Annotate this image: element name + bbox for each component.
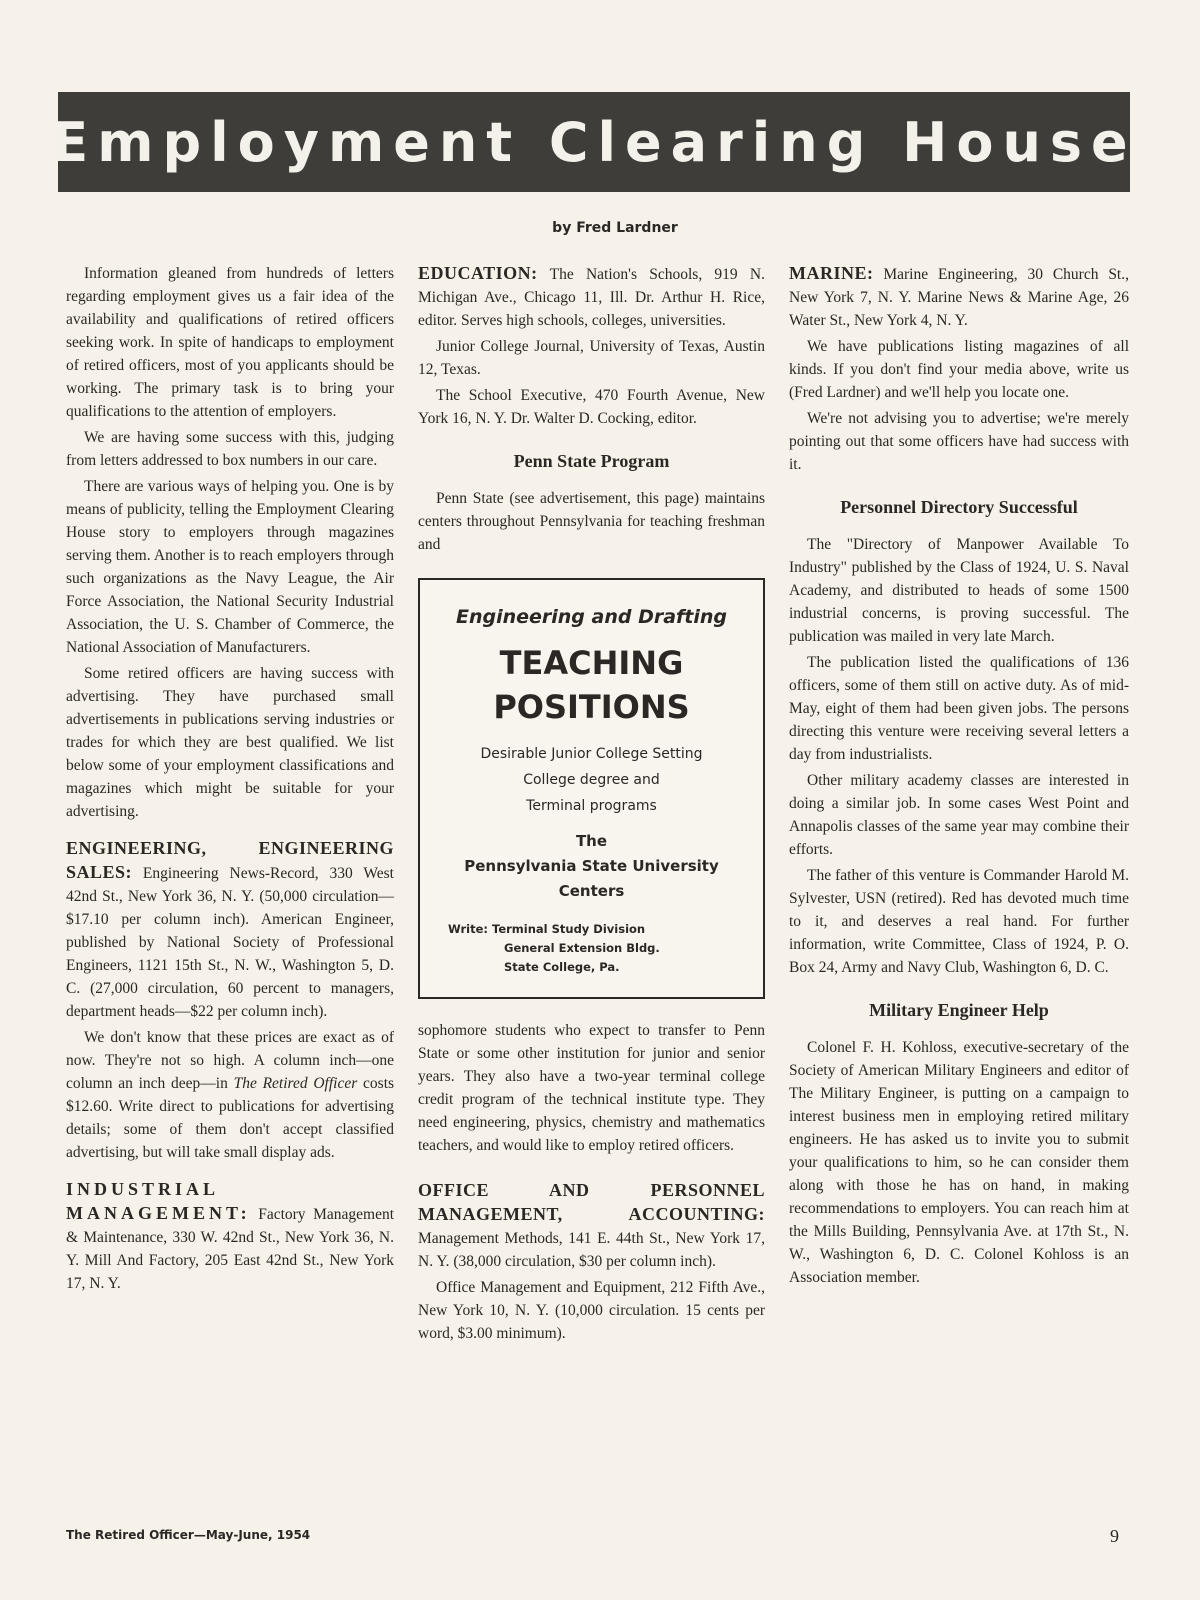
- ad-university-line: Centers: [558, 882, 625, 900]
- paragraph: Information gleaned from hundreds of letters regarding employment gives us a fair idea of the availability and qualifications of retired officers seeking work. In spite of handicaps to employment of retired officers, most of you applicants should be working. The primary task is to bring your qualifications to the attention of employers.: [66, 265, 394, 420]
- ad-line: College degree and: [523, 772, 660, 788]
- section-text: Management Methods, 141 E. 44th St., New York 17, N. Y. (38,000 circulation, $30 per column inch).: [418, 1230, 765, 1270]
- ad-university-line: Pennsylvania State University: [464, 857, 719, 875]
- ad-contact: [448, 920, 753, 977]
- section-text: Marine Engineering, 30 Church St., New York 7, N. Y. Marine News & Marine Age, 26 Water St., New York 4, N. Y.: [789, 266, 1129, 329]
- section-text: Engineering News-Record, 330 West 42nd St., New York 36, N. Y. (50,000 circulation—$17.10 per column inch). American Engineer, published by National Society of Professional Engineers, 1121 15th St., N. W., Washington 5, D. C. (27,000 circulation, 60 percent to managers, department heads—$22 per column inch).: [66, 865, 394, 1020]
- section-heading: EDUCATION:: [418, 263, 538, 283]
- ad-university: [430, 829, 753, 904]
- paragraph: The "Directory of Manpower Available To Industry" published by the Class of 1924, U. S. Naval Academy, and distributed to heads of some 1500 industrial concerns, is proving successful. The publication was mailed in very late March.: [789, 536, 1129, 645]
- paragraph: The School Executive, 470 Fourth Avenue, New York 16, N. Y. Dr. Walter D. Cocking, editor.: [418, 387, 765, 427]
- ad-line: Desirable Junior College Setting: [480, 746, 703, 762]
- section-office: [418, 1179, 765, 1273]
- paragraph: Junior College Journal, University of Texas, Austin 12, Texas.: [418, 338, 765, 378]
- ad-contact-line: State College, Pa.: [504, 960, 620, 974]
- column-2: [418, 262, 765, 1348]
- page-title: Employment Clearing House: [51, 110, 1137, 174]
- text: We don't know that these prices are exact as of now. They're not so high. A column inch—one column an inch deep—in: [66, 1029, 394, 1092]
- publication-name: The Retired Officer: [233, 1075, 358, 1092]
- section-text: Factory Management & Maintenance, 330 W. 42nd St., New York 36, N. Y. Mill And Factory, 205 East 42nd St., New York 17, N. Y.: [66, 1206, 395, 1292]
- paragraph: We're not advising you to advertise; we're merely pointing out that some officers have had success with it.: [789, 410, 1129, 473]
- paragraph: sophomore students who expect to transfer to Penn State or some other institution for junior and senior years. They also have a two-year terminal college credit program of the technical institute type. They need engineering, physics, chemistry and mathematics teachers, and would like to employ retired officers.: [418, 1022, 765, 1154]
- column-1: [66, 262, 394, 1298]
- paragraph: Penn State (see advertisement, this page) maintains centers throughout Pennsylvania for teaching freshman and: [418, 490, 765, 553]
- section-industrial: [66, 1178, 394, 1295]
- byline: by Fred Lardner: [552, 220, 678, 236]
- paragraph: The father of this venture is Commander Harold M. Sylvester, USN (retired). Red has devoted much time to it, and deserves a real hand. For further information, write Committee, Class of 1924, P. O. Box 24, Army and Navy Club, Washington 6, D. C.: [789, 867, 1129, 976]
- paragraph: The publication listed the qualifications of 136 officers, some of them still on active duty. As of mid-May, eight of them had been given jobs. The persons directing this venture were receiving several letters a day from industrialists.: [789, 654, 1129, 763]
- ad-title-line: POSITIONS: [493, 688, 690, 726]
- paragraph: There are various ways of helping you. One is by means of publicity, telling the Employment Clearing House story to employers through magazines serving them. Another is to reach employers through such organizations as the Navy League, the Air Force Association, the National Security Industrial Association, the U. S. Chamber of Commerce, the National Association of Manufacturers.: [66, 478, 394, 656]
- paragraph: Office Management and Equipment, 212 Fifth Ave., New York 10, N. Y. (10,000 circulation. 15 cents per word, $3.00 minimum).: [418, 1279, 765, 1342]
- column-3: [789, 262, 1129, 1292]
- ad-university-line: The: [575, 832, 608, 850]
- text: costs $12.60. Write direct to publications for advertising details; some of them don't accept classified advertising, but will take small display ads.: [66, 1075, 395, 1161]
- section-heading: ENGINEERING, ENGINEERING SALES:: [66, 838, 394, 882]
- ad-contact-line: General Extension Bldg.: [504, 941, 660, 955]
- paragraph: We have publications listing magazines of all kinds. If you don't find your media above, write us (Fred Lardner) and we'll help you locate one.: [789, 338, 1129, 401]
- ad-line: Terminal programs: [526, 798, 657, 814]
- subheading-penn-state: Penn State Program: [513, 451, 670, 471]
- ad-title-line: TEACHING: [499, 644, 684, 682]
- paragraph: Colonel F. H. Kohloss, executive-secretary of the Society of American Military Engineers and editor of The Military Engineer, is putting on a campaign to interest business men in employing retired military engineers. He has asked us to invite you to submit your qualifications to him, so he can consider them along with those he has on hand, in making recommendations to employers. You can reach him at the Mills Building, Pennsylvania Ave. at 17th St., N. W., Washington 6, D. C. Colonel Kohloss is an Association member.: [789, 1039, 1129, 1286]
- section-heading: INDUSTRIAL MANAGEMENT:: [66, 1179, 251, 1223]
- title-banner: [51, 92, 1137, 192]
- page-number: 9: [1110, 1526, 1119, 1546]
- section-education: [418, 262, 765, 332]
- section-text: The Nation's Schools, 919 N. Michigan Ave., Chicago 11, Ill. Dr. Arthur H. Rice, editor. Serves high schools, colleges, universities.: [418, 266, 765, 329]
- footer-publication: The Retired Officer—May-June, 1954: [66, 1528, 311, 1542]
- ad-heading: Engineering and Drafting: [455, 606, 728, 628]
- section-heading: OFFICE AND PERSONNEL MANAGEMENT, ACCOUNTING:: [418, 1180, 765, 1224]
- ad-contact-line: Write: Terminal Study Division: [448, 922, 646, 936]
- advertisement-box: [418, 578, 765, 999]
- paragraph: Some retired officers are having success with advertising. They have purchased small advertisements in publications serving industries or trades for which they are best qualified. We list below some of your employment classifications and magazines which might be suitable for your advertising.: [66, 665, 394, 820]
- subheading-military-engineer: Military Engineer Help: [869, 1000, 1049, 1020]
- paragraph: We are having some success with this, judging from letters addressed to box numbers in our care.: [66, 429, 394, 469]
- section-engineering: [66, 837, 394, 1023]
- paragraph: Other military academy classes are interested in doing a similar job. In some cases West Point and Annapolis classes of the same year may combine their efforts.: [789, 772, 1129, 858]
- paragraph: [66, 1026, 394, 1164]
- section-heading: MARINE:: [789, 263, 874, 283]
- subheading-personnel-directory: Personnel Directory Successful: [840, 497, 1078, 517]
- section-marine: [789, 262, 1129, 332]
